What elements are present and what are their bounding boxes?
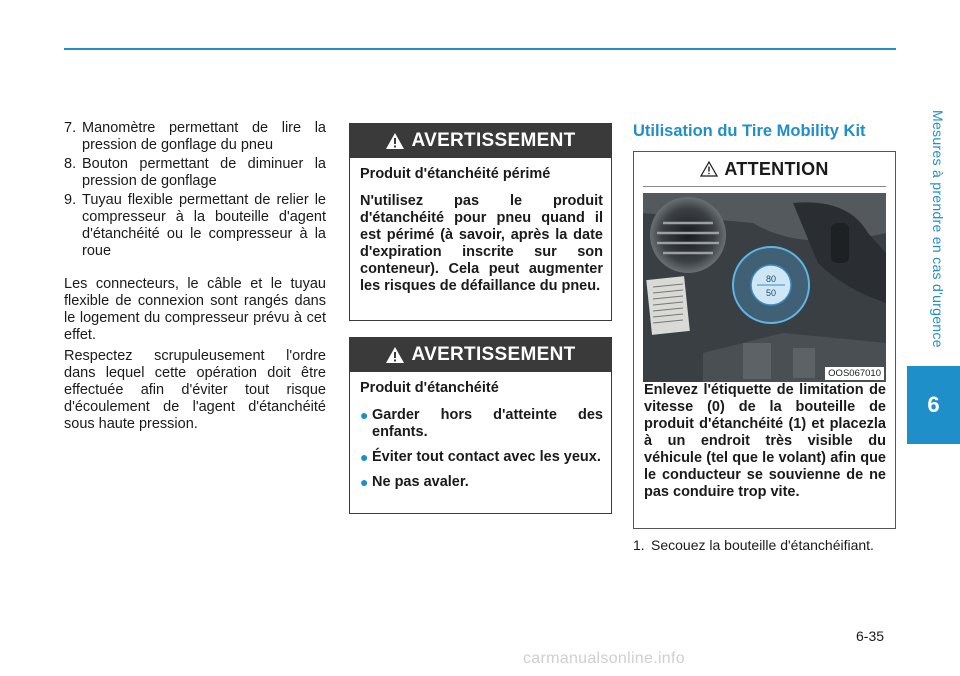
attention-text: Enlevez l'étiquette de limitation de vitesse (0) de la bouteille de produit d'étanchéité (1) et placezla à un endroit très visible du véhicule (tel que le volant) afin que le conducteur se souvienne de ne pas conduire trop vite. [644, 382, 886, 500]
list-item-number: 8. [64, 156, 77, 172]
attention-divider [643, 186, 886, 187]
left-column [64, 120, 326, 437]
warning-triangle-icon [385, 346, 405, 364]
dashboard-photo [643, 193, 886, 382]
list-item-number: 7. [64, 120, 77, 136]
attention-box [633, 151, 896, 529]
list-item-text: Tuyau flexible permettant de relier le compresseur à la bouteille d'agent d'étanchéité ou le compresseur à la roue [82, 192, 326, 259]
warning-box-expired [349, 123, 612, 321]
warning-triangle-icon [385, 132, 405, 150]
attention-label: ATTENTION [724, 158, 829, 179]
warning-bullet: ● Garder hors d'atteinte des enfants. [360, 407, 603, 440]
list-item-text: Manomètre permettant de lire la pression de gonflage du pneu [82, 120, 326, 153]
photo-reference-code: OOS067010 [825, 367, 884, 380]
attention-header [634, 152, 895, 186]
warning-bullet: ● Ne pas avaler. [360, 474, 469, 490]
speed-label-bottom: 50 [765, 288, 777, 298]
step-text: Secouez la bouteille d'étanchéifiant. [651, 537, 874, 553]
bullet-dot-icon: ● [360, 474, 369, 490]
warning-box-sealant [349, 337, 612, 514]
list-item [64, 192, 326, 260]
list-item-number: 9. [64, 192, 77, 208]
paragraph-connectors: Les connecteurs, le câble et le tuyau flexible de connexion sont rangés dans le logement du compresseur prévu à cet effet. [64, 276, 326, 343]
paragraph-order: Respectez scrupuleusement l'ordre dans lequel cette opération doit être effectuée afin d'éviter tout risque d'écoulement de l'agent d'étanchéité sous haute pression. [64, 348, 326, 432]
caution-triangle-icon [700, 161, 718, 177]
warning-header [350, 338, 611, 372]
warning-text: N'utilisez pas le produit d'étanchéité pour pneu quand il est périmé (à savoir, après la date d'expiration inscrite sur son conteneur). Cela peut augmenter les risques de défaillance du pneu. [360, 193, 603, 294]
warning-title: Produit d'étanchéité [360, 380, 499, 396]
step-number: 1. [633, 537, 645, 553]
header-rule [64, 48, 896, 50]
section-title: Utilisation du Tire Mobility Kit [633, 122, 866, 140]
list-item-text: Bouton permettant de diminuer la pression de gonflage [82, 156, 326, 189]
step-item [633, 537, 895, 553]
chapter-side-title: Mesures à prendre en cas d'urgence [930, 110, 946, 348]
chapter-number-tab: 6 [907, 366, 960, 444]
warning-header [350, 124, 611, 158]
speed-label-top: 80 [765, 274, 777, 284]
bullet-dot-icon: ● [360, 407, 369, 423]
bullet-dot-icon: ● [360, 449, 369, 465]
warning-label: AVERTISSEMENT [411, 130, 576, 151]
warning-bullet: ● Éviter tout contact avec les yeux. [360, 449, 601, 465]
watermark: carmanualsonline.info [523, 650, 685, 667]
warning-title: Produit d'étanchéité périmé [360, 166, 551, 182]
dashboard-illustration [643, 193, 886, 382]
list-item [64, 120, 326, 154]
list-item [64, 156, 326, 190]
warning-label: AVERTISSEMENT [411, 344, 576, 365]
page-number: 6-35 [856, 628, 885, 644]
